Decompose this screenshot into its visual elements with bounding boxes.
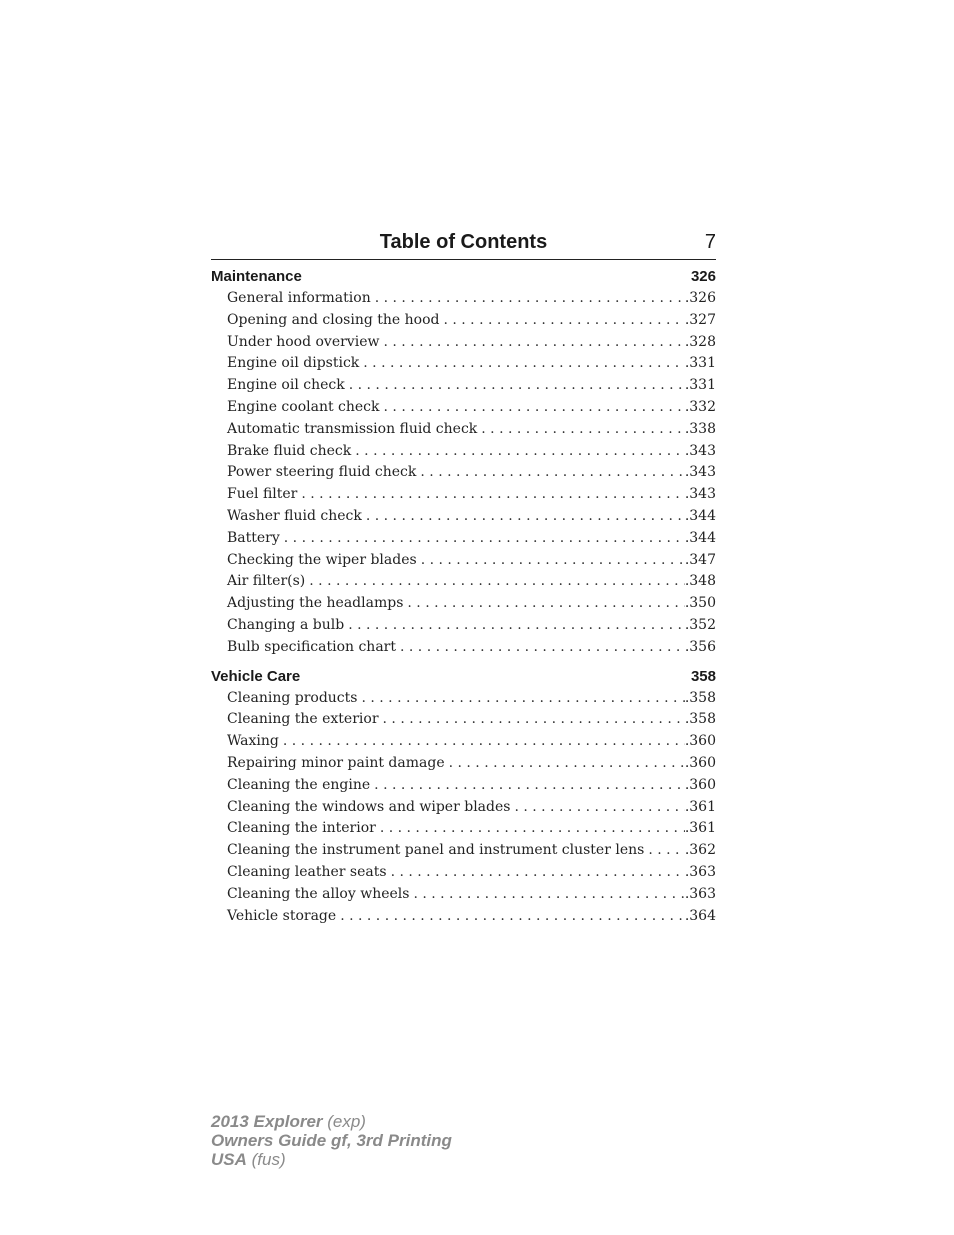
toc-entry-page: .360: [684, 754, 716, 771]
table-of-contents: [211, 266, 716, 934]
toc-entry-page: .363: [684, 863, 716, 880]
toc-entry-label: Cleaning the engine: [227, 776, 371, 793]
toc-entry-page: .350: [684, 595, 716, 612]
toc-entry-label: Power steering fluid check: [227, 464, 417, 481]
toc-entry-label: Brake fluid check: [227, 442, 352, 459]
toc-entry-label: Cleaning leather seats: [227, 863, 387, 880]
footer-guide: Owners Guide gf, 3rd Printing: [211, 1131, 452, 1150]
toc-entry[interactable]: [211, 528, 716, 550]
toc-entry-label: Adjusting the headlamps: [227, 595, 404, 612]
toc-entry-page: .326: [684, 290, 716, 306]
dot-leader: [351, 441, 685, 463]
toc-entry-page: .358: [684, 689, 716, 706]
toc-entry[interactable]: [211, 419, 716, 441]
dot-leader: [357, 688, 684, 710]
section-heading[interactable]: [211, 666, 716, 688]
toc-entry-label: Vehicle storage: [227, 907, 337, 924]
toc-entry[interactable]: [211, 775, 716, 797]
dot-leader: [370, 775, 685, 797]
dot-leader: [359, 353, 685, 375]
toc-entry-page: .364: [684, 907, 716, 924]
toc-entry[interactable]: [211, 550, 716, 572]
toc-entry[interactable]: [211, 571, 716, 593]
toc-entry-label: Air filter(s): [227, 573, 306, 590]
toc-entry[interactable]: [211, 332, 716, 354]
toc-entry-page: .331: [684, 355, 716, 372]
dot-leader: [445, 753, 685, 775]
dot-leader: [376, 818, 685, 840]
toc-entry[interactable]: [211, 906, 716, 928]
toc-entry[interactable]: [211, 731, 716, 753]
toc-entry-page: .363: [684, 885, 716, 902]
dot-leader: [387, 862, 685, 884]
toc-entry[interactable]: [211, 593, 716, 615]
toc-entry-page: .358: [684, 711, 716, 728]
toc-entry[interactable]: [211, 818, 716, 840]
dot-leader: [345, 375, 685, 397]
toc-entry-label: Waxing: [227, 733, 279, 750]
toc-entry-page: .331: [684, 377, 716, 394]
toc-entry-label: Cleaning the alloy wheels: [227, 885, 410, 902]
toc-entry-label: Engine oil dipstick: [227, 355, 360, 372]
footer-line-1: [211, 1112, 452, 1131]
dot-leader: [344, 615, 685, 637]
dot-leader: [371, 288, 685, 310]
toc-entry-label: Checking the wiper blades: [227, 551, 417, 568]
toc-entry[interactable]: [211, 840, 716, 862]
dot-leader: [477, 419, 685, 441]
dot-leader: [362, 506, 685, 528]
toc-entry-label: Engine oil check: [227, 377, 345, 394]
dot-leader: [336, 906, 685, 928]
toc-entry-page: .343: [684, 442, 716, 459]
toc-entry-page: .332: [684, 398, 716, 415]
toc-entry-page: .344: [684, 507, 716, 524]
toc-entry-page: .327: [684, 311, 716, 328]
dot-leader: [297, 484, 684, 506]
section-page: 358: [690, 667, 716, 685]
document-footer: [211, 1112, 452, 1169]
toc-entry[interactable]: [211, 375, 716, 397]
toc-section-vehicle-care: [211, 666, 716, 928]
page-number: 7: [704, 231, 716, 253]
toc-entry-page: .362: [684, 842, 716, 859]
toc-section-maintenance: [211, 266, 716, 659]
toc-entry-page: .360: [684, 776, 716, 793]
toc-entry-label: Repairing minor paint damage: [227, 754, 445, 771]
dot-leader: [305, 571, 685, 593]
toc-entry[interactable]: [211, 310, 716, 332]
toc-entry-page: .344: [684, 529, 716, 546]
toc-entry[interactable]: [211, 688, 716, 710]
toc-entry-label: Cleaning the instrument panel and instrument cluster lens: [227, 842, 645, 859]
toc-entry-label: Bulb specification chart: [227, 638, 396, 655]
footer-model-code: (exp): [322, 1112, 366, 1131]
dot-leader: [280, 528, 685, 550]
dot-leader: [380, 397, 685, 419]
toc-entry-label: Cleaning products: [227, 689, 358, 706]
toc-entry-label: Under hood overview: [227, 333, 380, 350]
toc-entry[interactable]: [211, 884, 716, 906]
toc-entry-label: Cleaning the exterior: [227, 711, 379, 728]
toc-entry-page: .343: [684, 486, 716, 503]
dot-leader: [644, 840, 685, 862]
dot-leader: [416, 462, 684, 484]
toc-entry[interactable]: [211, 709, 716, 731]
toc-entry-page: .338: [684, 420, 716, 437]
toc-entry[interactable]: [211, 353, 716, 375]
dot-leader: [279, 731, 685, 753]
toc-entry-page: .348: [684, 573, 716, 590]
section-page: 326: [690, 268, 716, 285]
page-title: Table of Contents: [379, 231, 548, 253]
dot-leader: [379, 332, 684, 354]
section-title: Vehicle Care: [211, 667, 301, 685]
toc-entry[interactable]: [211, 288, 716, 310]
dot-leader: [417, 550, 685, 572]
toc-entry-page: .328: [684, 333, 716, 350]
toc-entry[interactable]: [211, 506, 716, 528]
toc-entry[interactable]: [211, 753, 716, 775]
footer-model: 2013 Explorer: [211, 1112, 323, 1131]
toc-entry[interactable]: [211, 615, 716, 637]
toc-entry-label: General information: [227, 290, 371, 306]
dot-leader: [379, 709, 685, 731]
toc-entry[interactable]: [211, 484, 716, 506]
section-heading[interactable]: [211, 266, 716, 288]
toc-entry-page: .343: [684, 464, 716, 481]
toc-entry-page: .360: [684, 733, 716, 750]
dot-leader: [409, 884, 684, 906]
footer-region-code: (fus): [246, 1150, 286, 1169]
toc-entry-label: Automatic transmission fluid check: [227, 420, 478, 437]
toc-entry[interactable]: [211, 797, 716, 819]
toc-entry-page: .352: [684, 616, 716, 633]
toc-entry[interactable]: [211, 441, 716, 463]
footer-region: USA: [211, 1150, 247, 1169]
toc-entry[interactable]: [211, 862, 716, 884]
toc-entry-page: .361: [684, 798, 716, 815]
toc-entry-page: .361: [684, 820, 716, 837]
dot-leader: [510, 797, 684, 819]
toc-entry-label: Washer fluid check: [227, 507, 362, 524]
dot-leader: [396, 637, 685, 659]
section-title: Maintenance: [211, 268, 302, 285]
dot-leader: [403, 593, 684, 615]
toc-entry-page: .347: [684, 551, 716, 568]
footer-line-3: [211, 1150, 452, 1169]
toc-entry[interactable]: [211, 397, 716, 419]
toc-entry-label: Cleaning the windows and wiper blades: [227, 798, 511, 815]
toc-entry-label: Opening and closing the hood: [227, 311, 440, 328]
toc-entry-label: Fuel filter: [227, 486, 298, 503]
toc-entry-label: Changing a bulb: [227, 616, 345, 633]
toc-entry-page: .356: [684, 638, 716, 655]
toc-entry[interactable]: [211, 462, 716, 484]
toc-entry-label: Engine coolant check: [227, 398, 380, 415]
toc-entry[interactable]: [211, 637, 716, 659]
toc-entry-label: Cleaning the interior: [227, 820, 376, 837]
page-header: [211, 230, 716, 260]
footer-line-2: [211, 1131, 452, 1150]
toc-entry-label: Battery: [227, 529, 280, 546]
dot-leader: [439, 310, 684, 332]
